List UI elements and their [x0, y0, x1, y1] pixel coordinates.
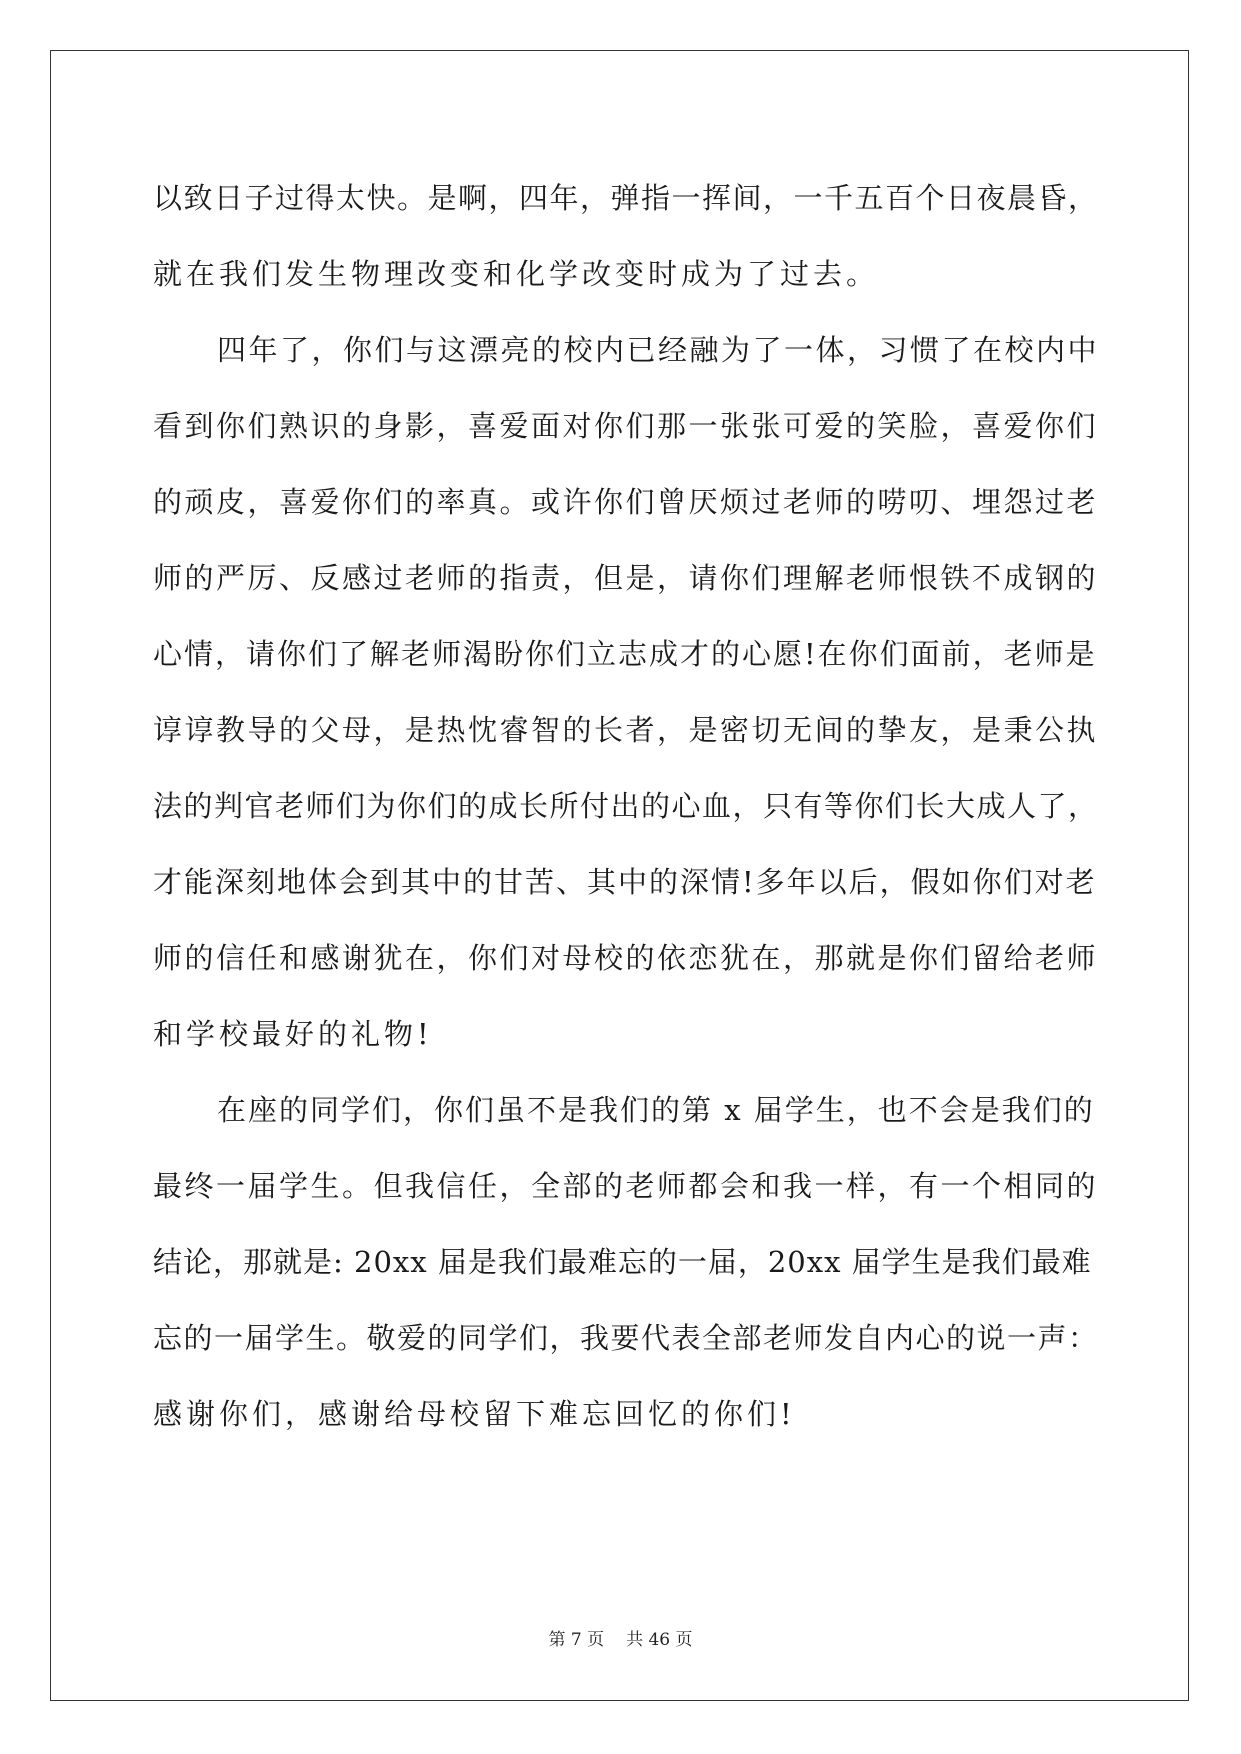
document-body: [153, 160, 1099, 1452]
text-line: 的顽皮，喜爱你们的率真。或许你们曾厌烦过老师的唠叨、埋怨过老: [153, 485, 1099, 519]
text-line: 心情，请你们了解老师渴盼你们立志成才的心愿!在你们面前，老师是: [153, 637, 1097, 671]
text-line: 才能深刻地体会到其中的甘苦、其中的深情!多年以后，假如你们对老: [153, 865, 1097, 899]
text-line: 以致日子过得太快。是啊，四年，弹指一挥间，一千五百个日夜晨昏，: [153, 181, 1099, 215]
total-pages-label: 共 46 页: [626, 1630, 693, 1650]
text-line: 四年了，你们与这漂亮的校内已经融为了一体，习惯了在校内中: [217, 333, 1100, 367]
text-line: 谆谆教导的父母，是热忱睿智的长者，是密切无间的挚友，是秉公执: [153, 713, 1099, 747]
text-line: 感谢你们，感谢给母校留下难忘回忆的你们!: [153, 1397, 796, 1431]
text-line: 看到你们熟识的身影，喜爱面对你们那一张张可爱的笑脸，喜爱你们: [153, 409, 1099, 443]
text-line: 忘的一届学生。敬爱的同学们，我要代表全部老师发自内心的说一声：: [153, 1321, 1099, 1355]
text-line: 在座的同学们，你们虽不是我们的第 x 届学生，也不会是我们的: [217, 1093, 1095, 1127]
text-line: 就在我们发生物理改变和化学改变时成为了过去。: [153, 257, 880, 291]
text-line: 师的严厉、反感过老师的指责，但是，请你们理解老师恨铁不成钢的: [153, 561, 1099, 595]
text-line: 最终一届学生。但我信任，全部的老师都会和我一样，有一个相同的: [153, 1169, 1099, 1203]
current-page-label: 第 7 页: [548, 1630, 605, 1650]
text-line: 师的信任和感谢犹在，你们对母校的依恋犹在，那就是你们留给老师: [153, 941, 1099, 975]
text-line: 法的判官老师们为你们的成长所付出的心血，只有等你们长大成人了，: [153, 789, 1099, 823]
page-footer: [0, 1625, 1241, 1650]
text-line: 结论，那就是: 20xx 届是我们最难忘的一届，20xx 届学生是我们最难: [153, 1245, 1092, 1279]
text-line: 和学校最好的礼物!: [153, 1017, 433, 1051]
